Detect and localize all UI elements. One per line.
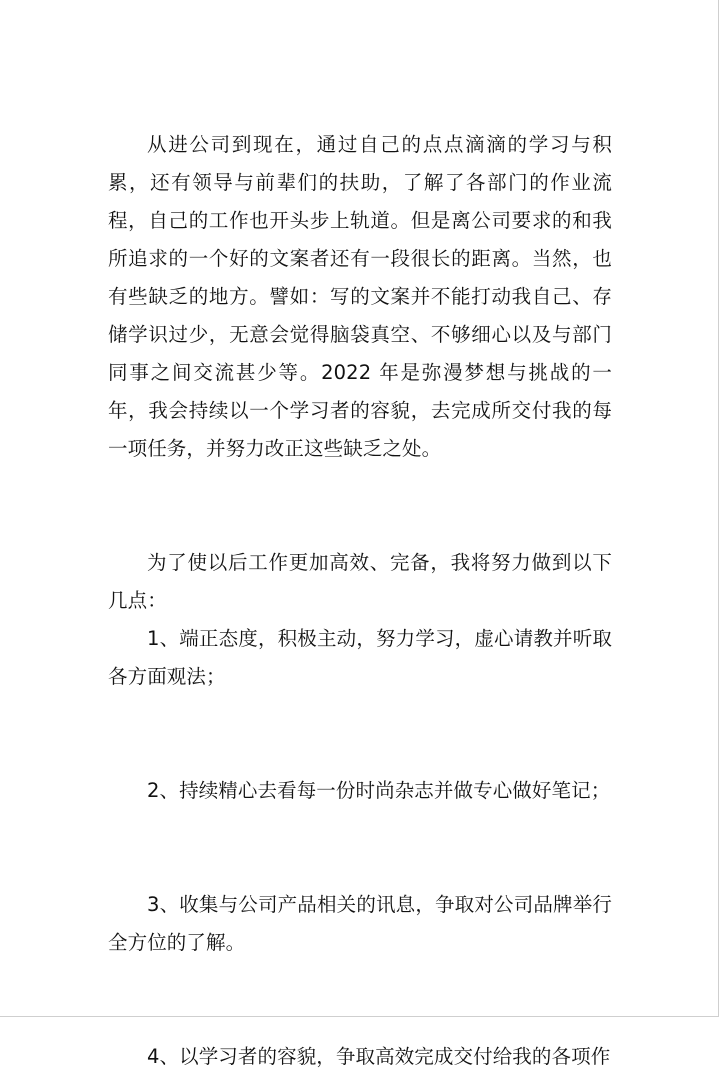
list-item-3: 3、收集与公司产品相关的讯息，争取对公司品牌举行全方位的了解。 — [108, 893, 612, 954]
paragraph-intro: 从进公司到现在，通过自己的点点滴滴的学习与积累，还有领导与前辈们的扶助，了解了各部门的作业流程，自己的工作也开头步上轨道。但是离公司要求的和我所追求的一个好的文案者还有一段很长的距离。当然，也有些缺乏的地方。譬如：写的文案并不能打动我自己、存储学识过少，无意会觉得脑袋真空、不够细心以及与部门同事之间交流甚少等。2022 年是弥漫梦想与挑战的一年，我会持续以一个学习者的容貌，去完成所交付我的每一项任务，并努力改正这些缺乏之处。 — [108, 133, 612, 460]
paragraph-goals: 为了使以后工作更加高效、完备，我将努力做到以下几点： — [108, 551, 612, 612]
paragraph-gap — [108, 962, 612, 1038]
paragraph-gap — [108, 810, 612, 886]
document-body — [108, 126, 612, 1076]
list-item-4: 4、以学习者的容貌，争取高效完成交付给我的各项作 — [147, 1045, 611, 1068]
paragraph-gap — [108, 468, 612, 544]
paragraph-gap — [108, 696, 612, 772]
list-item-2: 2、持续精心去看每一份时尚杂志并做专心做好笔记； — [147, 779, 611, 802]
list-item-1: 1、端正态度，积极主动，努力学习，虚心请教并听取各方面观法； — [108, 627, 612, 688]
